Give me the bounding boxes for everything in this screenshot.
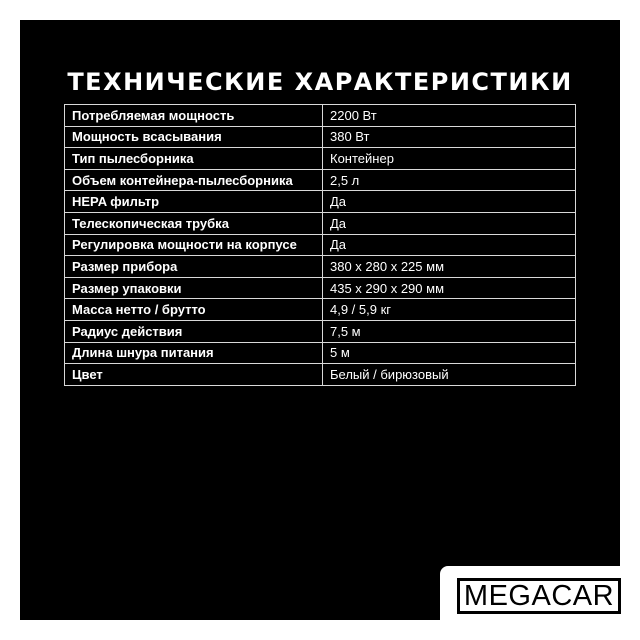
spec-table <box>64 104 576 386</box>
spec-value: 435 х 290 х 290 мм <box>323 277 576 299</box>
spec-value: 380 Вт <box>323 126 576 148</box>
spec-label: HEPA фильтр <box>65 191 323 213</box>
spec-label: Регулировка мощности на корпусе <box>65 234 323 256</box>
spec-label: Размер прибора <box>65 256 323 278</box>
spec-value: 5 м <box>323 342 576 364</box>
spec-label: Размер упаковки <box>65 277 323 299</box>
spec-value: 7,5 м <box>323 320 576 342</box>
spec-label: Цвет <box>65 364 323 386</box>
table-row <box>65 191 576 213</box>
table-row <box>65 277 576 299</box>
brand-logo <box>457 578 621 614</box>
spec-label: Масса нетто / брутто <box>65 299 323 321</box>
spec-value: Да <box>323 234 576 256</box>
page-title: ТЕХНИЧЕСКИЕ ХАРАКТЕРИСТИКИ <box>67 68 573 96</box>
spec-value: Да <box>323 191 576 213</box>
spec-label: Телескопическая трубка <box>65 212 323 234</box>
spec-label: Тип пылесборника <box>65 148 323 170</box>
spec-label: Потребляемая мощность <box>65 105 323 127</box>
table-row <box>65 234 576 256</box>
spec-value: Да <box>323 212 576 234</box>
spec-value: 380 х 280 х 225 мм <box>323 256 576 278</box>
brand-logo-text: MEGACAR <box>463 579 615 612</box>
spec-value: 2,5 л <box>323 169 576 191</box>
table-row <box>65 320 576 342</box>
table-row <box>65 126 576 148</box>
spec-value: 4,9 / 5,9 кг <box>323 299 576 321</box>
spec-label: Радиус действия <box>65 320 323 342</box>
table-row <box>65 212 576 234</box>
table-row <box>65 169 576 191</box>
table-row <box>65 342 576 364</box>
table-row <box>65 105 576 127</box>
table-row <box>65 364 576 386</box>
spec-label: Длина шнура питания <box>65 342 323 364</box>
spec-value: Контейнер <box>323 148 576 170</box>
table-row <box>65 299 576 321</box>
spec-label: Объем контейнера-пылесборника <box>65 169 323 191</box>
spec-panel <box>20 20 620 620</box>
spec-value: Белый / бирюзовый <box>323 364 576 386</box>
spec-label: Мощность всасывания <box>65 126 323 148</box>
spec-value: 2200 Вт <box>323 105 576 127</box>
table-row <box>65 256 576 278</box>
table-row <box>65 148 576 170</box>
